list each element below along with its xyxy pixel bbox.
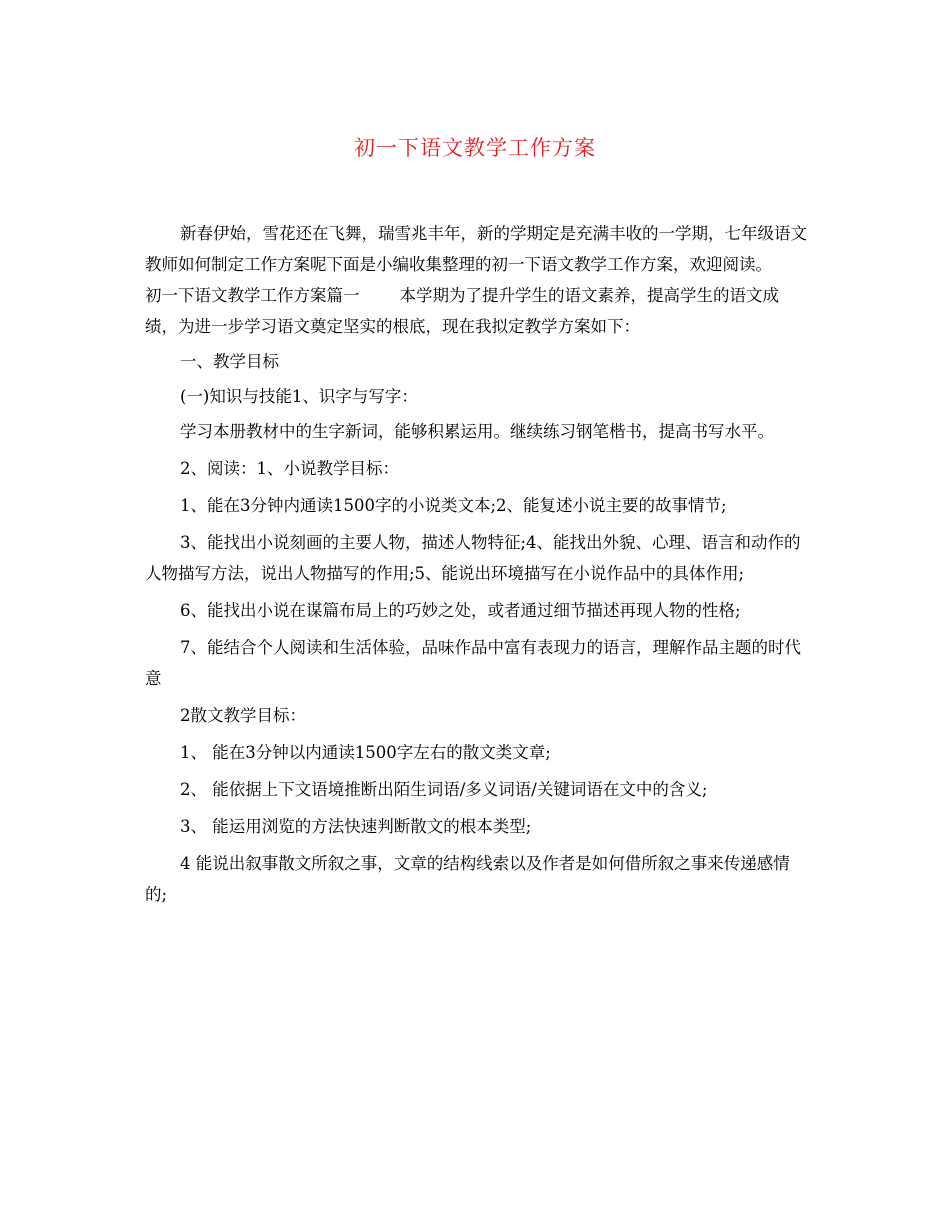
paragraph: 2、 能依据上下文语境推断出陌生词语/多义词语/关键词语在文中的含义;: [180, 780, 708, 799]
paragraph: 学习本册教材中的生字新词，能够积累运用。继续练习钢笔楷书，提高书写水平。: [180, 422, 774, 441]
paragraph: 1、 能在3分钟以内通读1500字左右的散文类文章;: [180, 743, 551, 762]
paragraph: 6、能找出小说在谋篇布局上的巧妙之处，或者通过细节描述再现人物的性格;: [180, 601, 741, 620]
section-heading: 初一下语文教学工作方案篇一: [145, 286, 360, 305]
paragraph: (一)知识与技能1、识字与写字：: [180, 387, 418, 406]
paragraph: 2散文教学目标：: [180, 706, 306, 725]
section-lead: 本学期为了提升学生的语文素养，提高学生的语文成绩，为进一步学习语文奠定坚实的根底，现在我拟定教学方案如下：: [145, 286, 779, 336]
paragraph: 一、教学目标: [180, 352, 279, 371]
paragraph: 3、能找出小说刻画的主要人物，描述人物特征;4、能找出外貌、心理、语言和动作的人物描写方法，说出人物描写的作用;5、能说出环境描写在小说作品中的具体作用;: [145, 533, 801, 583]
paragraph: 7、能结合个人阅读和生活体验，品味作品中富有表现力的语言，理解作品主题的时代意: [145, 638, 801, 688]
paragraph: 4 能说出叙事散文所叙之事，文章的结构线索以及作者是如何借所叙之事来传递感情的;: [145, 854, 790, 904]
document-title: 初一下语文教学工作方案: [354, 136, 596, 160]
document-body: [145, 218, 810, 910]
paragraph: 2、阅读：1、小说教学目标：: [180, 459, 399, 478]
paragraph: 1、能在3分钟内通读1500字的小说类文本;2、能复述小说主要的故事情节;: [180, 496, 727, 515]
paragraph: 3、 能运用浏览的方法快速判断散文的根本类型;: [180, 817, 532, 836]
intro-paragraph: 新春伊始，雪花还在飞舞，瑞雪兆丰年，新的学期定是充满丰收的一学期，七年级语文教师如何制定工作方案呢下面是小编收集整理的初一下语文教学工作方案，欢迎阅读。: [145, 224, 807, 274]
section-paragraph: [145, 280, 810, 342]
